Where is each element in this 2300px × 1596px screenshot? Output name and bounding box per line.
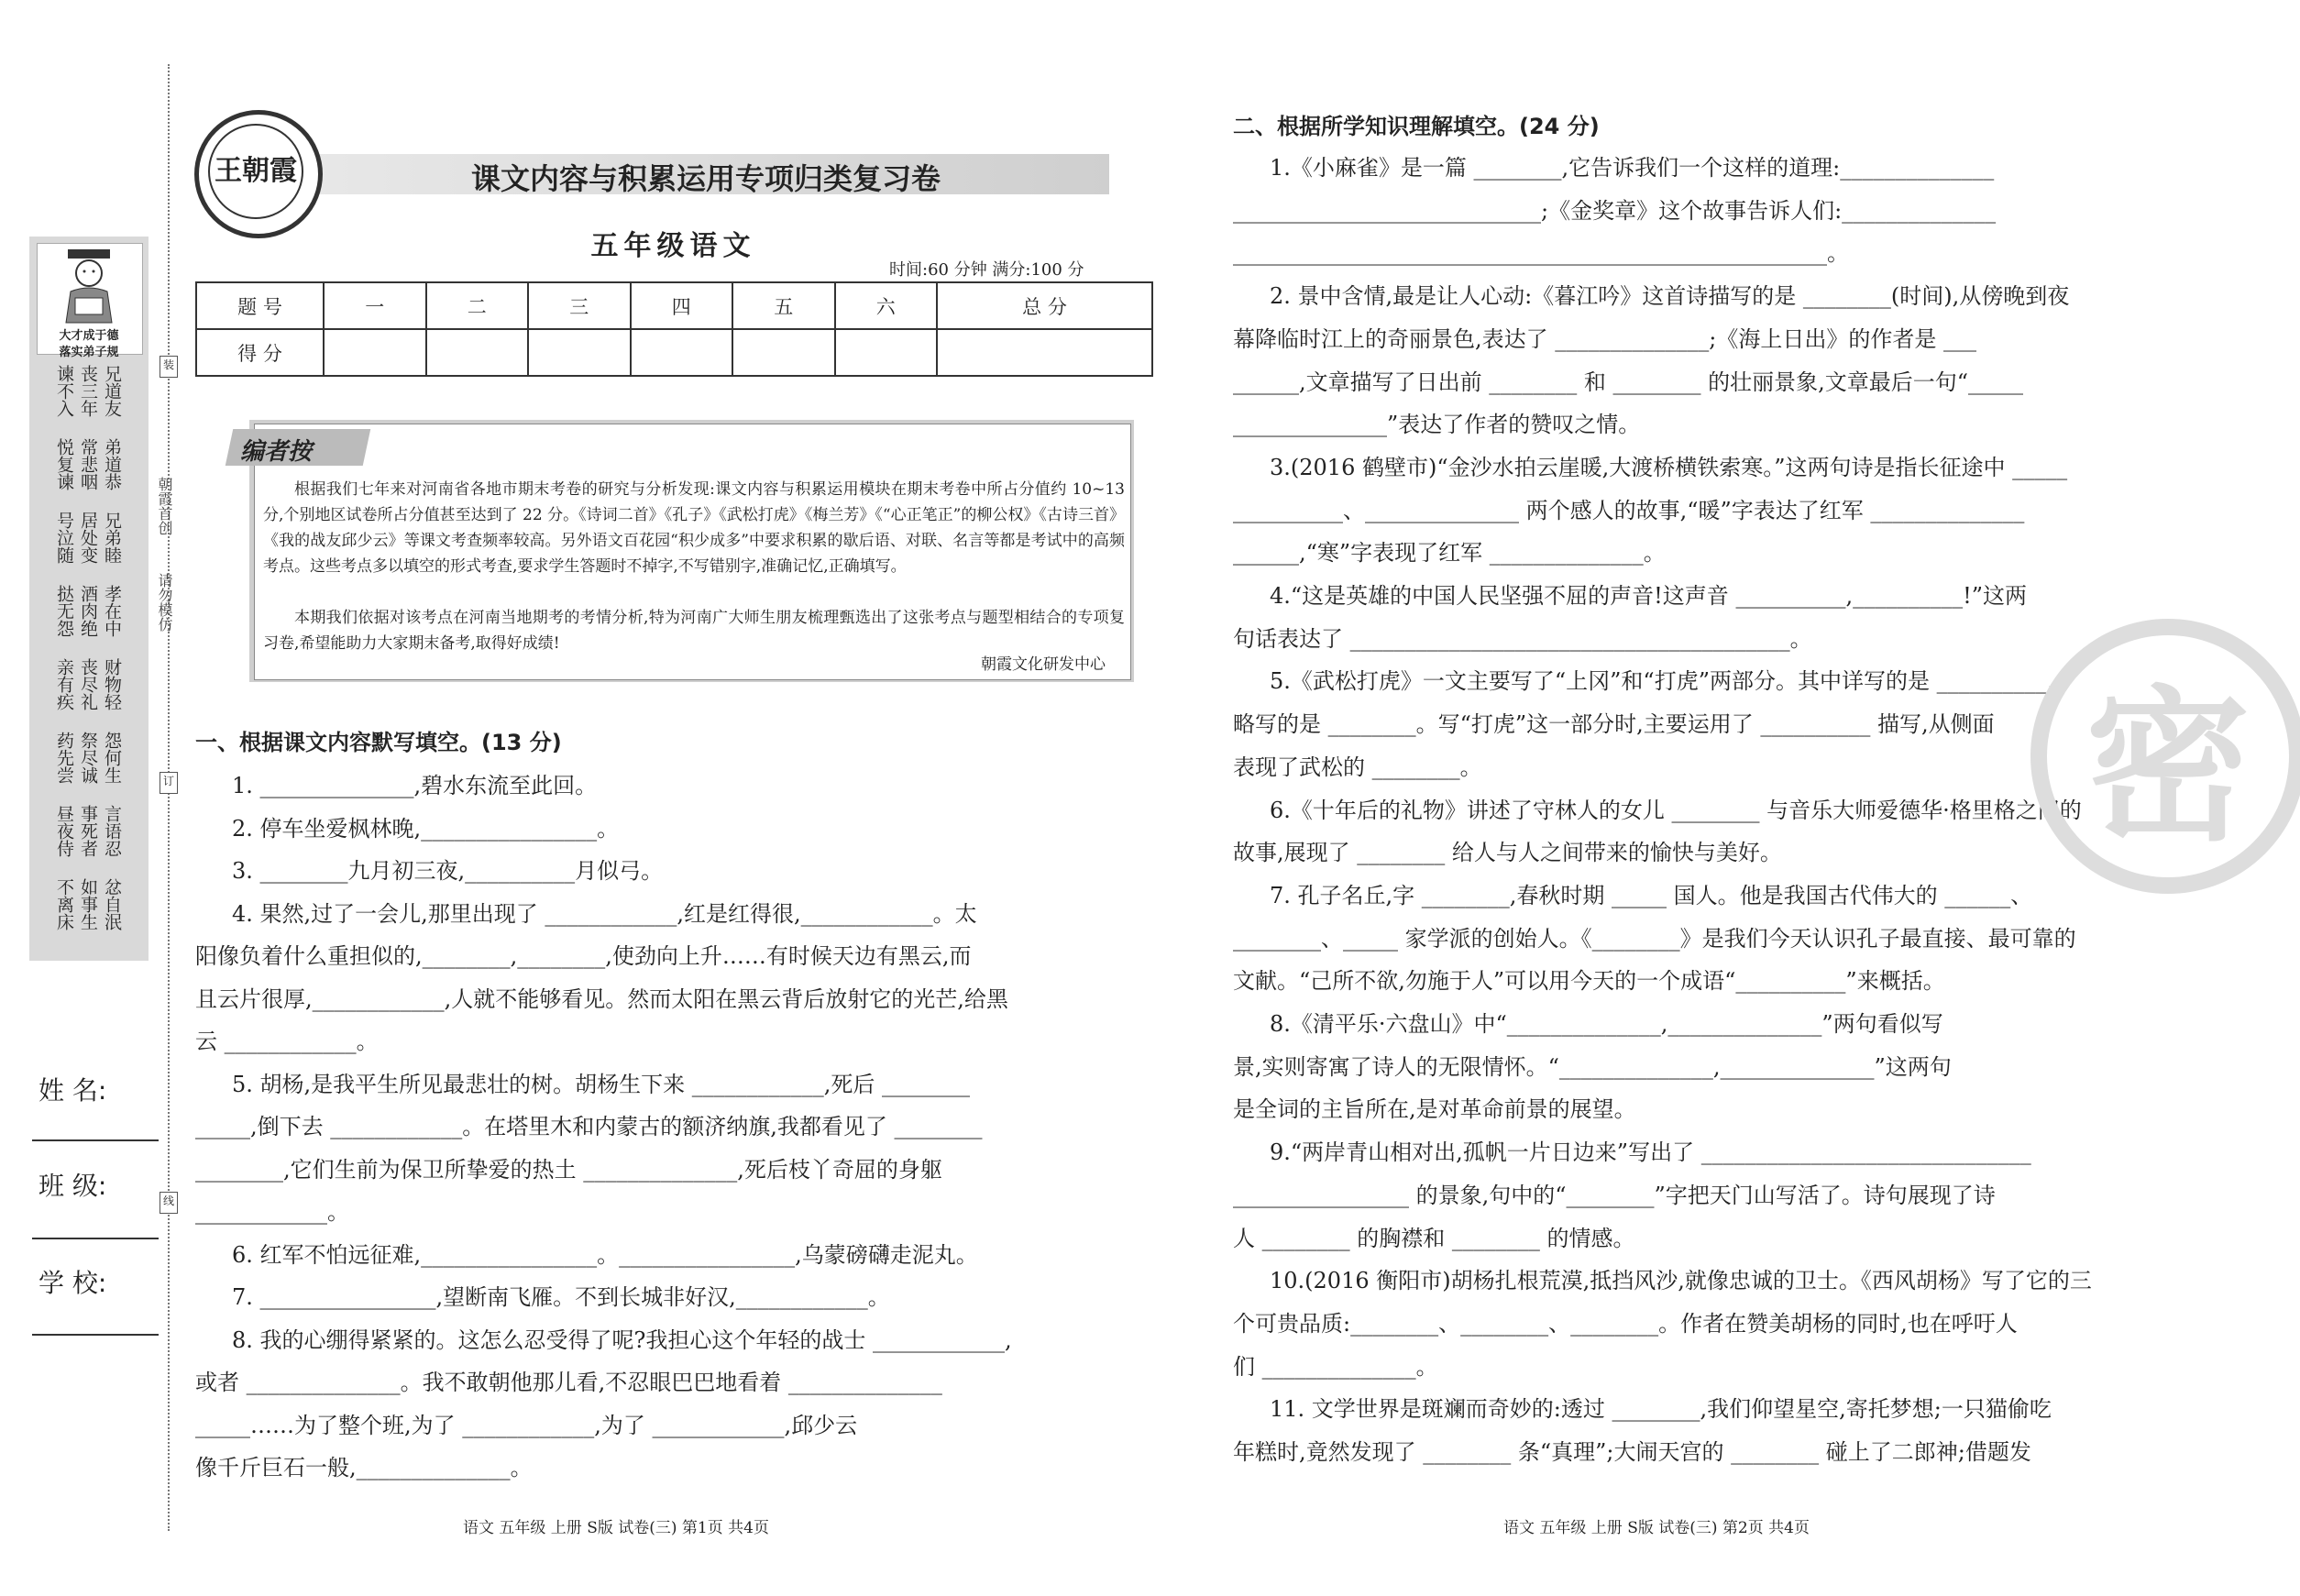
editor-note-title: 编者按 — [240, 438, 313, 466]
question-line: 人 ________ 的胸襟和 ________ 的情感。 — [1233, 1225, 1635, 1251]
score-header-row — [196, 282, 1152, 329]
question-line: 幕降临时江上的奇丽景色,表达了 ______________;《海上日出》的作者是 ___ — [1233, 325, 1976, 352]
motto-column: 昼夜侍 — [54, 805, 74, 857]
question-line: 7. 孔子名丘,字 ________,春秋时期 _____ 国人。他是我国古代伟大的 ______、 — [1270, 882, 2033, 908]
question-line: 故事,展现了 ________ 给人与人之间带来的愉快与美好。 — [1233, 840, 1782, 866]
vertical-note-2: 请勿模仿 — [156, 573, 173, 632]
question-line: 们 ______________。 — [1233, 1353, 1438, 1380]
score-cell[interactable] — [732, 329, 835, 376]
school-label: 学 校: — [39, 1268, 107, 1298]
question-line: ________、_____ 家学派的创始人。《________》是我们今天认识孔子最直接、最可靠的 — [1233, 925, 2076, 952]
score-row-label: 得 分 — [196, 329, 324, 376]
score-header-cell: 四 — [631, 282, 733, 329]
confidential-watermark: 密 — [2030, 619, 2300, 894]
question-line: 且云片很厚,____________,人就不能够看见。然而太阳在黑云背后放射它的光芒,给黑 — [195, 985, 1008, 1012]
question-line: 1.《小麻雀》是一篇 ________,它告诉我们一个这样的道理:______________ — [1270, 155, 1995, 181]
section-2-heading: 二、根据所学知识理解填空。(24 分) — [1233, 114, 1600, 139]
section-1-heading: 一、根据课文内容默写填空。(13 分) — [195, 730, 562, 755]
motto-column: 悦复谏 — [54, 438, 74, 490]
name-label: 姓 名: — [39, 1075, 107, 1106]
binding-dotted-line — [168, 64, 170, 1531]
page-subtitle: 五年级语文 — [590, 230, 756, 262]
score-header-cell: 六 — [835, 282, 938, 329]
question-line: 8. 我的心绷得紧紧的。这怎么忍受得了呢?我担心这个年轻的战士 ____________, — [232, 1326, 1012, 1353]
score-header-cell: 题 号 — [196, 282, 324, 329]
question-line: 5. 胡杨,是我平生所见最悲壮的树。胡杨生下来 ____________,死后 ________ — [232, 1071, 971, 1097]
question-line: 7. ________________,望断南飞雁。不到长城非好汉,____________。 — [232, 1284, 890, 1310]
question-line: 句话表达了 ________________________________________。 — [1233, 625, 1812, 652]
question-line: 1. ______________,碧水东流至此回。 — [232, 773, 598, 798]
binding-mark-b: 订 — [160, 772, 178, 794]
question-line: ____________________________;《金奖章》这个故事告诉人们:______________ — [1233, 197, 1997, 224]
score-cell[interactable] — [528, 329, 631, 376]
logo-text: 王朝霞 — [215, 155, 297, 187]
question-line: 2. 停车坐爱枫林晚,________________。 — [232, 815, 620, 842]
question-line: 或者 ______________。我不敢朝他那儿看,不忍眼巴巴地看着 ______________ — [195, 1370, 942, 1395]
question-line: ________,它们生前为保卫所挚爱的热土 ______________,死后枝丫奇屈的身躯 — [195, 1156, 942, 1183]
question-line: __________、______________ 两个感人的故事,“暖”字表达了红军 ______________ — [1233, 497, 2025, 523]
binding-mark-a: 装 — [160, 356, 178, 378]
question-line: 略写的是 ________。写“打虎”这一部分时,主要运用了 __________ 描写,从侧面 — [1233, 711, 1995, 738]
editor-note-signature: 朝霞文化研发中心 — [981, 655, 1106, 674]
score-header-cell: 总 分 — [937, 282, 1152, 329]
class-label: 班 级: — [39, 1171, 107, 1201]
school-field[interactable] — [32, 1334, 159, 1336]
question-line: 10.(2016 衡阳市)胡杨扎根荒漠,抵挡风沙,就像忠诚的卫士。《西风胡杨》写了它的三 — [1270, 1268, 2092, 1294]
score-header-cell: 一 — [324, 282, 426, 329]
question-line: 6. 红军不怕远征难,________________。________________,乌蒙磅礴走泥丸。 — [232, 1241, 978, 1268]
score-cell[interactable] — [324, 329, 426, 376]
score-cell[interactable] — [631, 329, 733, 376]
vertical-note-1: 朝霞首创 — [156, 477, 173, 535]
question-line: 4.“这是英雄的中国人民坚强不屈的声音!这声音 __________,__________!”这两 — [1270, 583, 2027, 609]
question-line: 是全词的主旨所在,是对革命前景的展望。 — [1233, 1096, 1636, 1123]
question-line: ______________”表达了作者的赞叹之情。 — [1233, 412, 1641, 438]
question-line: _____,倒下去 ____________。在塔里木和内蒙古的额济纳旗,我都看见了 ________ — [195, 1114, 983, 1139]
motto-column: 怨何生 — [102, 732, 122, 784]
motto-column: 祭尽诚 — [78, 732, 98, 784]
question-line: 3. ________九月初三夜,__________月似弓。 — [232, 858, 664, 884]
motto-column: 号泣随 — [54, 512, 74, 564]
footer-right: 语文 五年级 上册 S版 试卷(三) 第2页 共4页 — [1503, 1519, 1810, 1537]
question-line: 景,实则寄寓了诗人的无限情怀。“______________,______________”这两句 — [1233, 1053, 1952, 1080]
motto-column: 挞无怨 — [54, 585, 74, 637]
motto-column: 不离床 — [54, 878, 74, 930]
question-line: ______,“寒”字表现了红军 ______________。 — [1233, 540, 1666, 567]
question-line: 4. 果然,过了一会儿,那里出现了 ____________,红是红得很,____________。太 — [232, 900, 977, 927]
motto-column: 事死者 — [78, 805, 98, 857]
question-line: 9.“两岸青山相对出,孤帆一片日边来”写出了 ______________________________ — [1270, 1139, 2031, 1166]
question-line: 像千斤巨石一般,______________。 — [195, 1455, 533, 1480]
question-line: 5.《武松打虎》一文主要写了“上冈”和“打虎”两部分。其中详写的是 __________, — [1270, 668, 2054, 695]
question-line: 阳像负着什么重担似的,________,________,使劲向上升……有时候天边有黑云,而 — [195, 943, 972, 969]
motto-column: 如事生 — [78, 878, 98, 930]
motto-column: 忿自泯 — [102, 878, 122, 930]
question-line: 年糕时,竟然发现了 ________ 条“真理”;大闹天宫的 ________ 碰上了二郎神;借题发 — [1233, 1439, 2031, 1465]
motto-column: 药先尝 — [54, 732, 74, 784]
motto-bottom: 落实弟子规 — [59, 346, 119, 359]
score-cell[interactable] — [835, 329, 938, 376]
question-line: 6.《十年后的礼物》讲述了守林人的女儿 ________ 与音乐大师爱德华·格里格之间的 — [1270, 797, 2082, 823]
question-line: 8.《清平乐·六盘山》中“______________,______________”两句看似写 — [1270, 1011, 1943, 1037]
score-header-cell: 二 — [426, 282, 529, 329]
motto-column: 居处变 — [78, 512, 98, 564]
question-line: ______________________________________________________。 — [1233, 240, 1849, 267]
motto-column: 常悲咽 — [78, 438, 98, 490]
score-value-row — [196, 329, 1152, 376]
footer-left: 语文 五年级 上册 S版 试卷(三) 第1页 共4页 — [463, 1519, 769, 1537]
scholar-icon — [57, 248, 121, 325]
score-header-cell: 五 — [732, 282, 835, 329]
motto-column: 财物轻 — [102, 658, 122, 710]
page-title: 课文内容与积累运用专项归类复习卷 — [470, 161, 941, 196]
motto-column: 酒肉绝 — [78, 585, 98, 637]
motto-top: 大才成于德 — [59, 329, 119, 343]
motto-column: 弟道恭 — [102, 438, 122, 490]
question-line: ______,文章描写了日出前 ________ 和 ________ 的壮丽景象,文章最后一句“_____ — [1233, 369, 2024, 395]
question-line: 文献。“己所不欲,勿施于人”可以用今天的一个成语“__________”来概括。 — [1233, 968, 1945, 995]
binding-mark-c: 线 — [160, 1192, 178, 1214]
time-info: 时间:60 分钟 满分:100 分 — [889, 260, 1084, 280]
motto-column: 言语忍 — [102, 805, 122, 857]
motto-column: 亲有疾 — [54, 658, 74, 710]
editor-note-paragraph-1: 根据我们七年来对河南省各地市期末考卷的研究与分析发现:课文内容与积累运用模块在期末考卷中所占分值约 10~13 分,个别地区试卷所占分值甚至达到了 22 分。《诗词二首》《孔子》《武松打虎》《梅兰芳》《“心正笔正”的柳公权》《古诗三首》《我的战友邱少云》等课文考查频率较高。另外语文百花园“积少成多”中要求积累的歇后语、对联、名言等都是考试中的高频考点。这些考点多以填空的形式考查,要求学生答题时不掉字,不写错别字,准确记忆,正确填写。 — [263, 480, 1125, 576]
score-header-cell: 三 — [528, 282, 631, 329]
editor-note-paragraph-2: 本期我们依据对该考点在河南当地期考的考情分析,特为河南广大师生朋友梳理甄选出了这张考点与题型相结合的专项复习卷,希望能助力大家期末备考,取得好成绩! — [263, 609, 1125, 653]
question-line: ________________ 的景象,句中的“________”字把天门山写活了。诗句展现了诗 — [1233, 1182, 1996, 1208]
score-table — [195, 281, 1153, 377]
score-cell[interactable] — [937, 329, 1152, 376]
question-line: 2. 景中含情,最是让人心动:《暮江吟》这首诗描写的是 ________(时间),从傍晚到夜 — [1270, 283, 2070, 310]
score-cell[interactable] — [426, 329, 529, 376]
question-line: 11. 文学世界是斑斓而奇妙的:透过 ________,我们仰望星空,寄托梦想;一只猫偷吃 — [1270, 1396, 2052, 1423]
question-line: 3.(2016 鹤壁市)“金沙水拍云崖暖,大渡桥横铁索寒。”这两句诗是指长征途中 _____ — [1270, 454, 2068, 480]
motto-column: 兄道友 — [102, 365, 122, 417]
question-line: 云 ____________。 — [195, 1029, 379, 1054]
question-line: ____________。 — [195, 1199, 349, 1225]
question-line: 表现了武松的 ________。 — [1233, 754, 1482, 780]
question-line: 个可贵品质:________、________、________。作者在赞美胡杨的同时,也在呼吁人 — [1233, 1310, 2018, 1337]
motto-column: 丧尽礼 — [78, 658, 98, 710]
motto-column: 孝在中 — [102, 585, 122, 637]
motto-column: 兄弟睦 — [102, 512, 122, 564]
motto-column: 丧三年 — [78, 365, 98, 417]
motto-column: 谏不入 — [54, 365, 74, 417]
name-field[interactable] — [32, 1139, 159, 1141]
question-line: _____……为了整个班,为了 ____________,为了 ____________,邱少云 — [195, 1412, 858, 1438]
class-field[interactable] — [32, 1238, 159, 1239]
